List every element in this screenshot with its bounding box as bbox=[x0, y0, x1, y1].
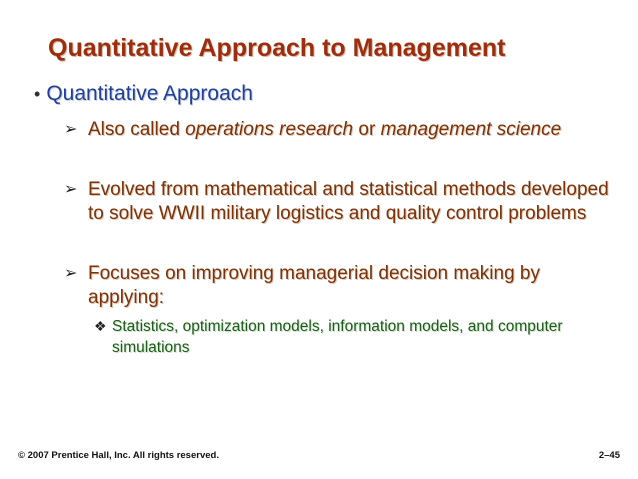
bullet-label: Quantitative Approach bbox=[46, 82, 253, 105]
sub-point-focuses bbox=[64, 262, 614, 310]
sub-point-text: Focuses on improving managerial decision making by applying: bbox=[88, 263, 541, 308]
sub-point-also-called bbox=[64, 118, 614, 142]
bullet-quantitative-approach bbox=[34, 82, 253, 106]
footer-page-number: 2–45 bbox=[598, 450, 620, 461]
emphasis-management-science: management science bbox=[380, 119, 562, 140]
arrow-bullet-icon: ➢ bbox=[64, 181, 78, 198]
sub-sub-point-statistics bbox=[94, 316, 574, 358]
diamond-bullet-icon: ❖ bbox=[94, 318, 107, 334]
sub-point-evolved bbox=[64, 178, 614, 226]
emphasis-operations-research: operations research bbox=[185, 119, 354, 140]
text-part: or bbox=[353, 119, 381, 140]
sub-sub-point-text: Statistics, optimization models, information models, and computer simulations bbox=[112, 318, 563, 356]
text-part: Also called bbox=[88, 119, 186, 140]
bullet-dot-icon: • bbox=[34, 84, 41, 104]
sub-point-text bbox=[64, 118, 614, 142]
arrow-bullet-icon: ➢ bbox=[64, 265, 78, 282]
footer-copyright: © 2007 Prentice Hall, Inc. All rights reserved. bbox=[18, 450, 219, 461]
sub-point-text: Evolved from mathematical and statistical methods developed to solve WWII military logistics and quality control problems bbox=[88, 179, 609, 224]
arrow-bullet-icon: ➢ bbox=[64, 121, 78, 138]
slide-title: Quantitative Approach to Management bbox=[48, 34, 506, 62]
